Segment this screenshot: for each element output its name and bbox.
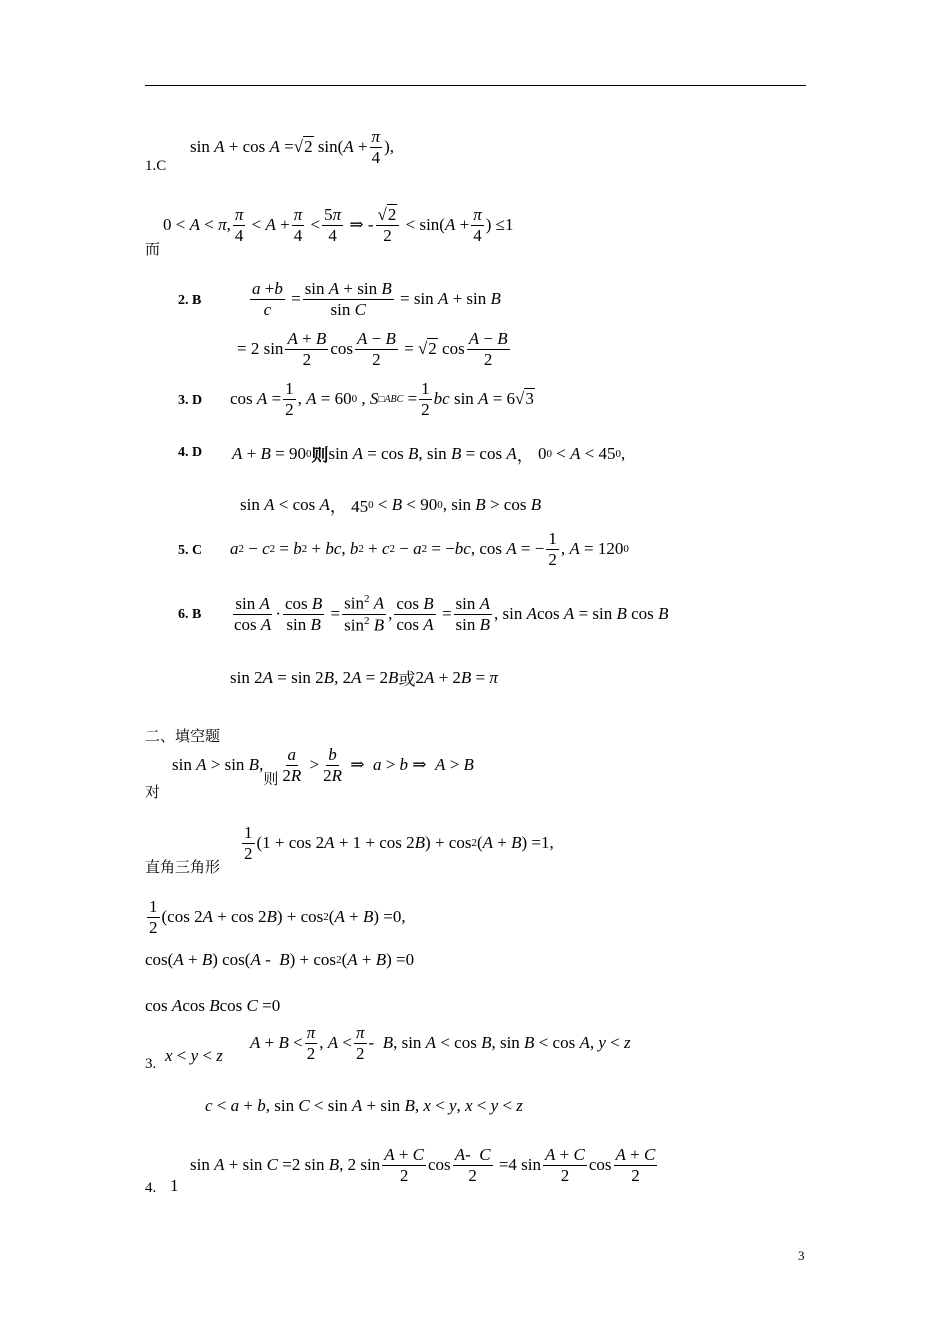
fill-2-line4: cos A cos B cos C =0 (145, 996, 281, 1015)
fill-3-answer: x < y < z (165, 1046, 223, 1065)
answer-4-line1: A + B = 90 0 则 sin A = cos B , sin B = cos A ， 0 0 < A < 45 0 , (232, 441, 625, 466)
page-number: 3 (798, 1248, 805, 1263)
comma-text: ， (516, 446, 534, 465)
zhijiao-label: 直角三角形 (145, 860, 221, 876)
fill-4-formula: sin A + sin C =2 sin B , 2 sin $\frac{A + C}{2}$ cos $\frac{A- C}{2}$ =4 sin $\frac{A + C}{2}$ cos $\frac{A + C}{2}$ (190, 1145, 656, 1185)
answer-5-label: 5. C (178, 543, 203, 558)
dui-label: 对 (145, 785, 161, 801)
answer-2-label: 2. B (178, 293, 202, 308)
fill-2-line1: $\frac{1}{2}$ (1 + cos 2 A + 1 + cos 2 B ) + cos 2 ( A + B ) =1, (244, 823, 554, 863)
answer-4-label: 4. D (178, 445, 203, 460)
fill-1-formula: sin A > sin B , 则 $\frac{a}{2R}$ > $\frac{b}{2R}$ ⇒ a > b ⇒ A > B (172, 745, 474, 788)
fill-2-line3: cos( A + B ) cos( A - B ) + cos 2 ( A + B ) =0 (145, 950, 415, 969)
answer-4-line2: sin A < cos A ， 45 0 < B < 90 0 , sin B > cos B (240, 494, 542, 516)
answer-6-line2: sin 2 A = sin 2 B , 2 A = 2 B 或 2 A + 2 B = π (230, 665, 498, 690)
huo-text: 或 (398, 670, 416, 689)
answer-6-label: 6. B (178, 607, 202, 622)
er-label: 而 (145, 242, 161, 258)
answer-2-line2: = 2 sin $\frac{A + B}{2}$ cos $\frac{A - B}{2}$ = √2 cos $\frac{A - B}{2}$ (237, 329, 508, 369)
answer-5-formula: a 2 − c 2 = b 2 + bc , b 2 + c 2 − a 2 = − bc , cos A = − $\frac{1}{2}$ , A = 120 0 (230, 529, 629, 569)
fill-2-line2: $\frac{1}{2}$ (cos 2 A + cos 2 B ) + cos 2 ( A + B ) =0, (149, 897, 406, 937)
fill-3-line1: A + B < $\frac{\pi}{2}$ , A < $\frac{\pi}{2}$ - B , sin A < cos B , sin B < cos A , y < z (250, 1023, 631, 1063)
answer-3-formula: cos A = $\frac{1}{2}$ , A = 60 0 , S □ABC = $\frac{1}{2}$ bc sin A = 6 √3 (230, 379, 534, 419)
fill-4-answer: 1 (170, 1176, 179, 1195)
ze-text: 则 (311, 446, 329, 465)
header-rule (145, 85, 806, 86)
answer-1-formula: sin A + cos A = √2 sin( A + $\frac{\pi}{4}$ ), (190, 127, 394, 167)
section-2-heading: 二、填空题 (145, 729, 221, 745)
answer-2-line1: $\frac{a +b}{c}$ = $\frac{\text{sin A + sin B}}{\text{sin C}}$ = sin A + sin B (252, 279, 501, 319)
fill-3-label: 3. (145, 1056, 157, 1072)
answer-1-range: 0 < A < π , $\frac{\pi}{4}$ < A + $\frac{\pi}{4}$ < $\frac{5\pi}{4}$ ⇒ - $\frac{√2}{2}$ < sin( A + $\frac{\pi}{4}$ ) ≤1 (163, 205, 514, 245)
answer-1-label: 1.C (145, 158, 167, 174)
answer-3-label: 3. D (178, 393, 203, 408)
ze-label: 则 (263, 771, 279, 788)
answer-6-line1: $\frac{\text{sin A}}{\text{cos A}}$ · $\frac{\text{cos B}}{\text{sin B}}$ = $\frac{\sin^2 A}{\sin^2 B}$ , $\frac{\text{cos B}}{\text{cos A}}$ = $\frac{\text{sin A}}{\text{sin B}}$ , sin A cos A = sin B cos B (234, 593, 669, 635)
fill-3-line2: c < a + b , sin C < sin A + sin B , x < y , x < y < z (205, 1096, 523, 1115)
fill-4-label: 4. (145, 1180, 157, 1196)
